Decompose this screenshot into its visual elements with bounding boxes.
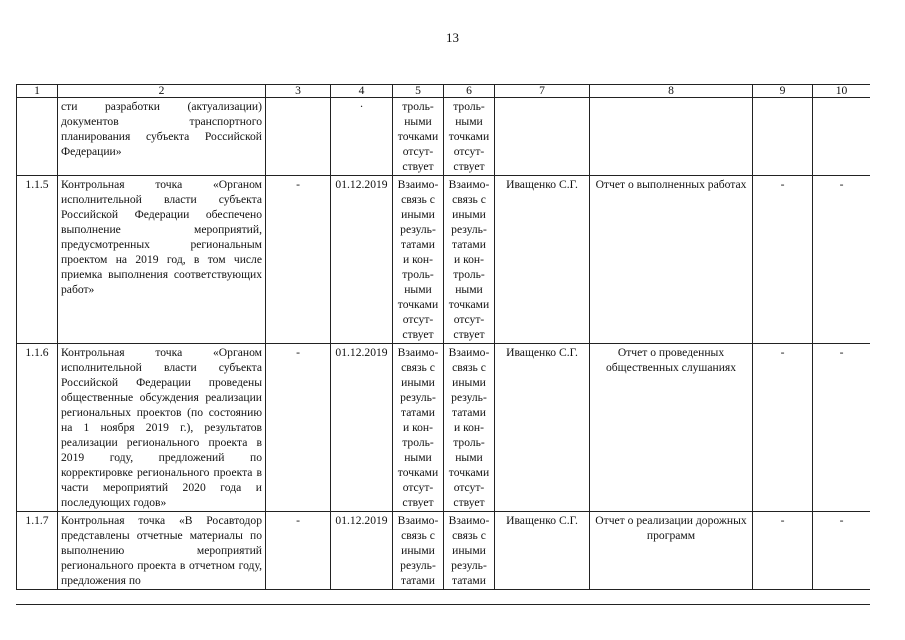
cell-date: 01.12.2019 [331, 176, 393, 344]
cell-col9: - [753, 344, 813, 512]
cell-col6: Взаимо- связь с иными резуль- татами и кон- троль- ными точками отсут- ствует [444, 176, 495, 344]
row-description: Контрольная точка «Органом исполнительной власти субъекта Российской Федерации проведены общественные обсуждения реализации региональных проектов (по состоянию на 1 ноября 2019 г.), результатов реализации регионального проекта в 2019 году, предложений по корректировке регионального проекта в части мероприятий 2020 года и последующих годов» [58, 344, 266, 512]
cell-col3: - [266, 344, 331, 512]
schedule-table [16, 84, 870, 590]
table-row [17, 344, 871, 512]
header-cell: 8 [590, 85, 753, 98]
cell-col3: - [266, 512, 331, 590]
header-cell: 7 [495, 85, 590, 98]
page-number: 13 [446, 30, 459, 45]
row-number: 1.1.5 [17, 176, 58, 344]
table-row [17, 176, 871, 344]
cell-col6: троль- ными точками отсут- ствует [444, 98, 495, 176]
table-row [17, 98, 871, 176]
cell-responsible [495, 98, 590, 176]
cell-col10: - [813, 344, 871, 512]
cell-result-type [590, 98, 753, 176]
cell-responsible: Иващенко С.Г. [495, 344, 590, 512]
header-row [17, 85, 871, 98]
cell-col5: Взаимо- связь с иными резуль- татами и кон- троль- ными точками отсут- ствует [393, 176, 444, 344]
cell-result-type: Отчет о реализации дорожных программ [590, 512, 753, 590]
cell-date: · [331, 98, 393, 176]
row-description: Контрольная точка «Органом исполнительной власти субъекта Российской Федерации обеспечено выполнение мероприятий, предусмотренных региональным проектом на 2019 год, в том числе приемка выполнения соответствующих работ» [58, 176, 266, 344]
header-cell: 3 [266, 85, 331, 98]
cell-col10: - [813, 512, 871, 590]
cell-col5: Взаимо- связь с иными резуль- татами и кон- троль- ными точками отсут- ствует [393, 344, 444, 512]
cell-col9: - [753, 176, 813, 344]
schedule-table-wrapper [16, 84, 870, 605]
cell-col6: Взаимо- связь с иными резуль- татами [444, 512, 495, 590]
row-number [17, 98, 58, 176]
table-row [17, 512, 871, 590]
row-description: сти разработки (актуализации) документов транспортного планирования субъекта Российской Федерации» [58, 98, 266, 176]
cell-col3 [266, 98, 331, 176]
header-cell: 6 [444, 85, 495, 98]
cell-responsible: Иващенко С.Г. [495, 512, 590, 590]
cell-date: 01.12.2019 [331, 344, 393, 512]
header-cell: 1 [17, 85, 58, 98]
cell-col3: - [266, 176, 331, 344]
cell-col9 [753, 98, 813, 176]
header-cell: 2 [58, 85, 266, 98]
row-number: 1.1.6 [17, 344, 58, 512]
cell-date: 01.12.2019 [331, 512, 393, 590]
header-cell: 4 [331, 85, 393, 98]
cell-col6: Взаимо- связь с иными резуль- татами и кон- троль- ными точками отсут- ствует [444, 344, 495, 512]
header-cell: 9 [753, 85, 813, 98]
cell-result-type: Отчет о выполненных работах [590, 176, 753, 344]
cell-col5: Взаимо- связь с иными резуль- татами [393, 512, 444, 590]
row-description: Контрольная точка «В Росавтодор представлены отчетные материалы по выполнению мероприятий регионального проекта в отчетном году, предложения по [58, 512, 266, 590]
cell-col10 [813, 98, 871, 176]
header-cell: 10 [813, 85, 871, 98]
cell-result-type: Отчет о проведенных общественных слушаниях [590, 344, 753, 512]
cell-col5: троль- ными точками отсут- ствует [393, 98, 444, 176]
cell-col9: - [753, 512, 813, 590]
cell-responsible: Иващенко С.Г. [495, 176, 590, 344]
header-cell: 5 [393, 85, 444, 98]
row-number: 1.1.7 [17, 512, 58, 590]
cell-col10: - [813, 176, 871, 344]
